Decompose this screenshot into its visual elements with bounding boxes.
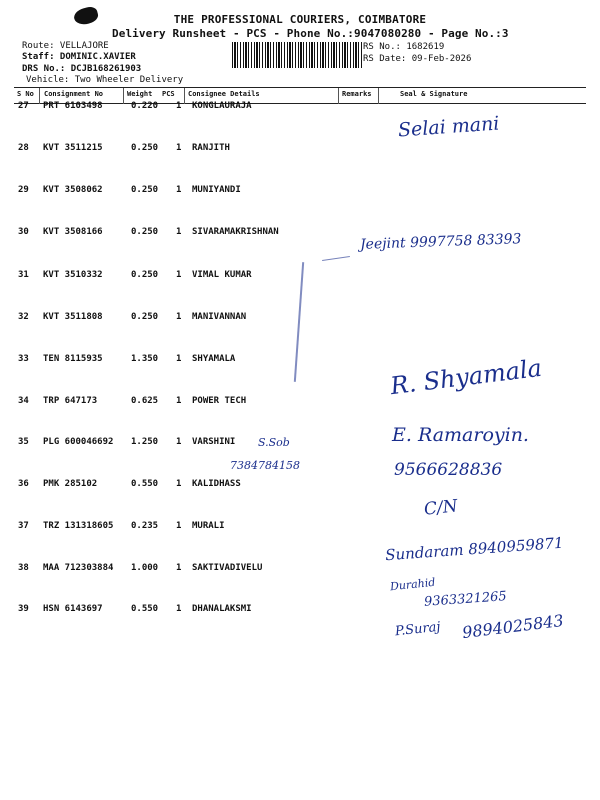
row-sno: 34 <box>18 396 29 406</box>
row-pcs: 1 <box>176 354 182 364</box>
row-consignment-no: KVT 3508062 <box>43 185 103 195</box>
row-consignee: SAKTIVADIVELU <box>192 563 263 573</box>
row-sno: 29 <box>18 185 29 195</box>
col-seal-signature: Seal & Signature <box>400 90 468 98</box>
row-consignment-no: PLG 600046692 <box>43 437 114 447</box>
row-weight: 1.250 <box>131 437 159 447</box>
signature-row-36: C/N <box>423 496 459 520</box>
row-pcs: 1 <box>176 312 182 322</box>
row-consignee: RANJITH <box>192 143 230 153</box>
row-sno: 27 <box>18 101 29 111</box>
signature-row-35-phone: 9566628836 <box>394 460 503 480</box>
signature-row-27: Selai mani <box>397 112 501 142</box>
col-sno: S No <box>17 90 34 98</box>
row-pcs: 1 <box>176 563 182 573</box>
row-sno: 33 <box>18 354 29 364</box>
col-weight: Weight <box>127 90 153 98</box>
col-consignment: Consignment No <box>44 90 104 98</box>
row-sno: 38 <box>18 563 29 573</box>
row-sno: 31 <box>18 270 29 280</box>
row-consignee: SHYAMALA <box>192 354 236 364</box>
row-consignment-no: MAA 712303884 <box>43 563 114 573</box>
pen-stroke <box>322 256 350 261</box>
header-top-rule <box>14 87 586 88</box>
vehicle-label: Vehicle: Two Wheeler Delivery <box>26 75 184 85</box>
row-consignee: SIVARAMAKRISHNAN <box>192 227 279 237</box>
note-row-35-name: S.Sob <box>258 436 290 449</box>
row-consignee: KONGLAURAJA <box>192 101 252 111</box>
row-weight: 0.250 <box>131 270 159 280</box>
row-consignment-no: HSN 6143697 <box>43 604 103 614</box>
row-pcs: 1 <box>176 479 182 489</box>
row-consignee: MURALI <box>192 521 225 531</box>
row-consignee: POWER TECH <box>192 396 247 406</box>
row-consignment-no: KVT 3510332 <box>43 270 103 280</box>
row-weight: 0.550 <box>131 479 159 489</box>
row-sno: 32 <box>18 312 29 322</box>
row-sno: 30 <box>18 227 29 237</box>
signature-row-33: R. Shyamala <box>388 353 544 401</box>
row-sno: 37 <box>18 521 29 531</box>
row-pcs: 1 <box>176 101 182 111</box>
row-consignment-no: KVT 3511808 <box>43 312 103 322</box>
row-sno: 36 <box>18 479 29 489</box>
route-label: Route: VELLAJORE <box>22 41 109 51</box>
row-sno: 35 <box>18 437 29 447</box>
col-consignee: Consignee Details <box>188 90 260 98</box>
row-weight: 0.550 <box>131 604 159 614</box>
col-divider <box>123 88 124 104</box>
staff-label: Staff: DOMINIC.XAVIER <box>22 52 136 62</box>
row-consignee: KALIDHASS <box>192 479 241 489</box>
signature-row-39: P.Suraj <box>394 619 442 640</box>
row-weight: 0.250 <box>131 312 159 322</box>
note-row-35-phone: 7384784158 <box>230 459 300 472</box>
signature-row-30: Jeejint 9997758 83393 <box>359 231 522 253</box>
row-consignee: VARSHINI <box>192 437 236 447</box>
row-weight: 0.220 <box>131 101 159 111</box>
col-remarks: Remarks <box>342 90 372 98</box>
row-weight: 1.000 <box>131 563 159 573</box>
row-consignment-no: TRP 647173 <box>43 396 98 406</box>
row-weight: 0.250 <box>131 185 159 195</box>
signature-row-39-phone: 9894025843 <box>461 610 565 643</box>
row-weight: 0.250 <box>131 227 159 237</box>
row-consignment-no: PMK 285102 <box>43 479 98 489</box>
row-pcs: 1 <box>176 396 182 406</box>
row-weight: 0.625 <box>131 396 159 406</box>
rs-date: RS Date: 09-Feb-2026 <box>363 54 472 64</box>
row-consignment-no: KVT 3511215 <box>43 143 103 153</box>
row-consignee: MANIVANNAN <box>192 312 247 322</box>
col-pcs: PCS <box>162 90 175 98</box>
signature-row-35: E. Ramaroyin. <box>392 424 529 446</box>
runsheet-subtitle: Delivery Runsheet - PCS - Phone No.:9047080280 - Page No.:3 <box>112 27 509 40</box>
pen-stroke <box>294 262 304 382</box>
row-weight: 1.350 <box>131 354 159 364</box>
row-consignee: VIMAL KUMAR <box>192 270 252 280</box>
row-sno: 28 <box>18 143 29 153</box>
row-consignee: DHANALAKSMI <box>192 604 252 614</box>
col-divider <box>39 88 40 104</box>
row-pcs: 1 <box>176 143 182 153</box>
col-divider <box>184 88 185 104</box>
drs-number: DRS No.: DCJB168261903 <box>22 64 142 74</box>
row-consignment-no: KVT 3508166 <box>43 227 103 237</box>
row-weight: 0.235 <box>131 521 159 531</box>
signature-row-37: Sundaram 8940959871 <box>384 533 565 565</box>
col-divider <box>338 88 339 104</box>
barcode <box>232 42 362 68</box>
signature-row-38: Durahid <box>389 575 436 594</box>
row-pcs: 1 <box>176 604 182 614</box>
row-consignment-no: TEN 8115935 <box>43 354 103 364</box>
row-consignee: MUNIYANDI <box>192 185 241 195</box>
company-title: THE PROFESSIONAL COURIERS, COIMBATORE <box>173 13 427 26</box>
row-pcs: 1 <box>176 185 182 195</box>
row-pcs: 1 <box>176 270 182 280</box>
signature-row-38-phone: 9363321265 <box>423 589 508 610</box>
row-pcs: 1 <box>176 437 182 447</box>
row-consignment-no: TRZ 131318605 <box>43 521 114 531</box>
row-sno: 39 <box>18 604 29 614</box>
rs-number: RS No.: 1682619 <box>363 42 445 52</box>
col-divider <box>378 88 379 104</box>
row-consignment-no: PRT 6103498 <box>43 101 103 111</box>
row-weight: 0.250 <box>131 143 159 153</box>
row-pcs: 1 <box>176 521 182 531</box>
row-pcs: 1 <box>176 227 182 237</box>
